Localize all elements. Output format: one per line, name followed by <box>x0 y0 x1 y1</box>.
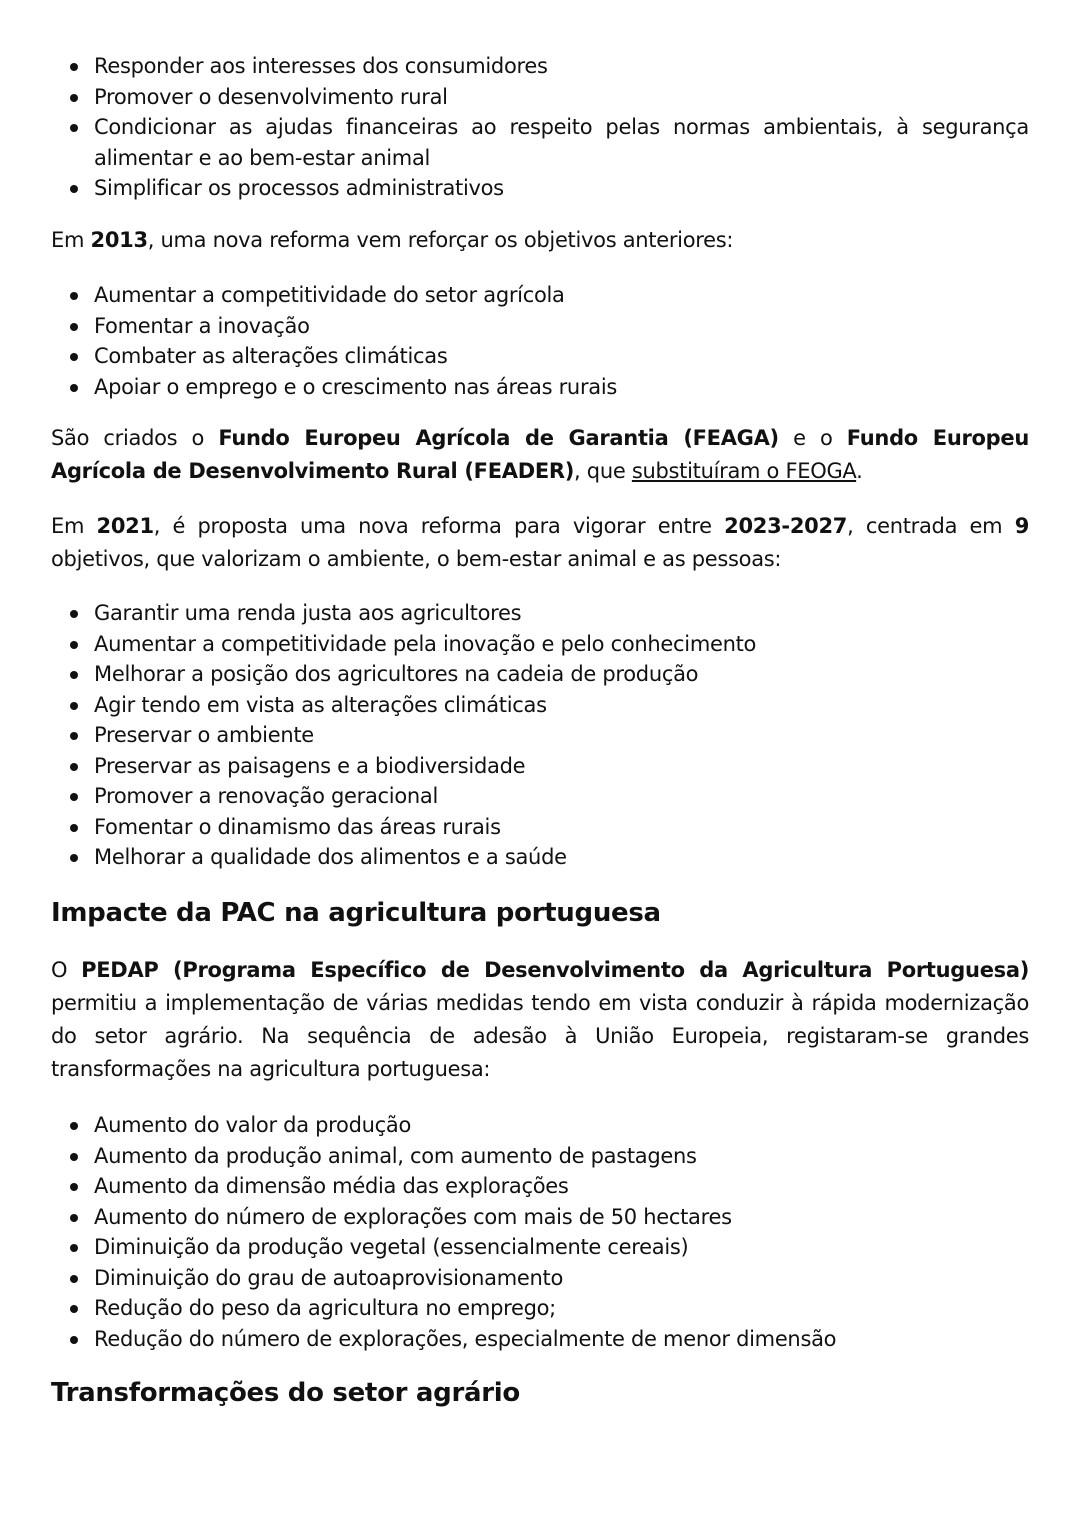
period-2023-2027: 2023-2027 <box>724 514 848 538</box>
underlined-text: substituíram o FEOGA <box>631 459 857 483</box>
bullet-icon <box>70 1336 78 1344</box>
list-item: Melhorar a posição dos agricultores na cadeia de produção <box>51 659 1029 690</box>
objectives-list-2013 <box>51 280 1029 402</box>
list-item: Aumentar a competitividade do setor agrícola <box>51 280 1029 311</box>
bullet-icon <box>70 384 78 392</box>
list-item: Preservar o ambiente <box>51 720 1029 751</box>
objective-count: 9 <box>1014 514 1029 538</box>
bullet-icon <box>70 732 78 740</box>
list-item: Aumento da produção animal, com aumento de pastagens <box>51 1141 1029 1172</box>
list-item: Responder aos interesses dos consumidores <box>51 51 1029 82</box>
pedap-name: PEDAP (Programa Específico de Desenvolvimento da Agricultura Portuguesa) <box>81 958 1030 982</box>
list-item: Condicionar as ajudas financeiras ao respeito pelas normas ambientais, à segurança alimentar e ao bem-estar animal <box>51 112 1029 173</box>
transformations-list <box>51 1110 1029 1354</box>
bullet-icon <box>70 641 78 649</box>
bullet-icon <box>70 124 78 132</box>
bullet-icon <box>70 824 78 832</box>
list-item: Diminuição do grau de autoaprovisionamento <box>51 1263 1029 1294</box>
list-item: Diminuição da produção vegetal (essencialmente cereais) <box>51 1232 1029 1263</box>
list-item: Melhorar a qualidade dos alimentos e a saúde <box>51 842 1029 873</box>
bullet-icon <box>70 854 78 862</box>
fund-feaga: Fundo Europeu Agrícola de Garantia (FEAGA) <box>218 426 779 450</box>
paragraph-pedap: O PEDAP (Programa Específico de Desenvolvimento da Agricultura Portuguesa) permitiu a implementação de várias medidas tendo em vista conduzir à rápida modernização do setor agrário. Na sequência de adesão à União Europeia, registaram-se grandes transformações na agricultura portuguesa: <box>51 958 1030 1081</box>
paragraph-2021-reform: Em 2021, é proposta uma nova reforma para vigorar entre 2023-2027, centrada em 9 objetivos, que valorizam o ambiente, o bem-estar animal e as pessoas: <box>51 514 1029 571</box>
bullet-icon <box>70 185 78 193</box>
list-item: Aumento da dimensão média das explorações <box>51 1171 1029 1202</box>
bullet-icon <box>70 1183 78 1191</box>
bullet-icon <box>70 671 78 679</box>
list-item: Aumento do número de explorações com mais de 50 hectares <box>51 1202 1029 1233</box>
bullet-icon <box>70 793 78 801</box>
bullet-icon <box>70 610 78 618</box>
list-item: Simplificar os processos administrativos <box>51 173 1029 204</box>
paragraph-2013-reform: Em 2013, uma nova reforma vem reforçar os objetivos anteriores: <box>51 228 734 252</box>
bullet-icon <box>70 292 78 300</box>
list-item: Aumentar a competitividade pela inovação e pelo conhecimento <box>51 629 1029 660</box>
list-item: Garantir uma renda justa aos agricultores <box>51 598 1029 629</box>
bullet-icon <box>70 763 78 771</box>
bullet-icon <box>70 1244 78 1252</box>
bullet-icon <box>70 1153 78 1161</box>
fund-feader: Fundo Europeu Agrícola de Desenvolvimento Rural (FEADER) <box>51 426 1030 483</box>
bullet-icon <box>70 1275 78 1283</box>
list-item: Fomentar o dinamismo das áreas rurais <box>51 812 1029 843</box>
objectives-list-2021 <box>51 598 1029 873</box>
list-item: Apoiar o emprego e o crescimento nas áreas rurais <box>51 372 1029 403</box>
bullet-icon <box>70 323 78 331</box>
year-2013: 2013 <box>90 228 148 252</box>
bullet-icon <box>70 63 78 71</box>
section-heading-impacte: Impacte da PAC na agricultura portuguesa <box>51 898 661 928</box>
list-item: Aumento do valor da produção <box>51 1110 1029 1141</box>
list-item: Promover o desenvolvimento rural <box>51 82 1029 113</box>
list-item: Agir tendo em vista as alterações climáticas <box>51 690 1029 721</box>
list-item: Redução do número de explorações, especialmente de menor dimensão <box>51 1324 1029 1355</box>
list-item: Promover a renovação geracional <box>51 781 1029 812</box>
list-item: Preservar as paisagens e a biodiversidade <box>51 751 1029 782</box>
section-heading-transformacoes: Transformações do setor agrário <box>51 1378 520 1408</box>
list-item: Fomentar a inovação <box>51 311 1029 342</box>
objectives-list-1992 <box>51 51 1029 204</box>
bullet-icon <box>70 1305 78 1313</box>
bullet-icon <box>70 94 78 102</box>
paragraph-funds: São criados o Fundo Europeu Agrícola de Garantia (FEAGA) e o Fundo Europeu Agrícola de Desenvolvimento Rural (FEADER), que substituíram o FEOGA. <box>51 426 1030 483</box>
list-item: Redução do peso da agricultura no emprego; <box>51 1293 1029 1324</box>
bullet-icon <box>70 1214 78 1222</box>
year-2021: 2021 <box>96 514 154 538</box>
bullet-icon <box>70 1122 78 1130</box>
bullet-icon <box>70 353 78 361</box>
bullet-icon <box>70 702 78 710</box>
list-item: Combater as alterações climáticas <box>51 341 1029 372</box>
